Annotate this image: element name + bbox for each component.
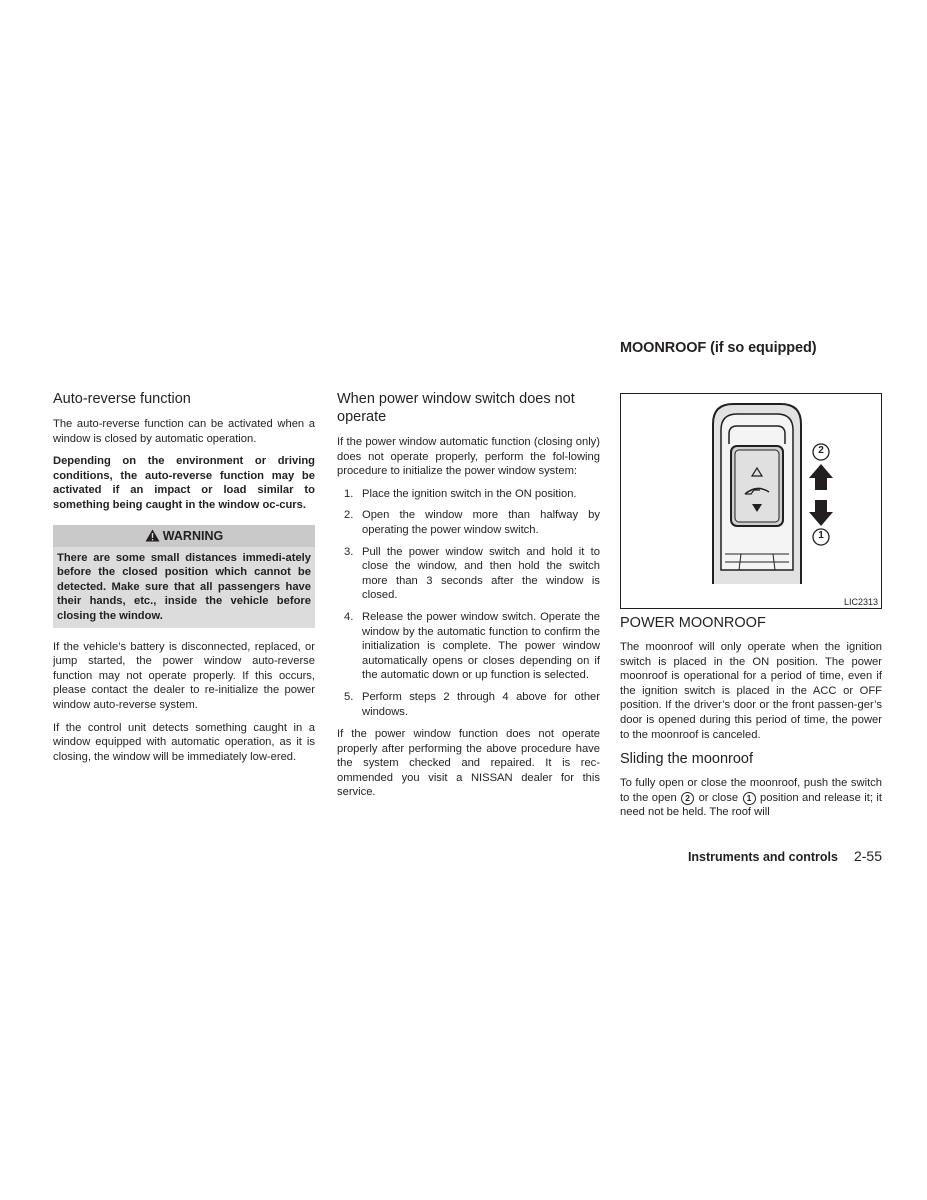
circled-number-open: 2 xyxy=(681,792,694,805)
callout-open: 2 xyxy=(818,445,824,456)
callout-close: 1 xyxy=(818,530,824,541)
moonroof-switch-figure xyxy=(620,393,882,609)
power-moonroof-para: The moonroof will only operate when the ignition switch is placed in the ON position. The power moonroof is operational for a period of time, even if the ignition switch is placed in the ACC or OFF position. If the driver’s door or the front passen-ger’s door is opened during this period of time, the power to the moonroof is canceled. xyxy=(620,641,882,741)
page-footer xyxy=(688,848,882,864)
step-item: 4. Release the power window switch. Operate the window by the automatic function to confirm the initialization is complete. The power window automatically opens or closes depending on if the automatic down or up function is selected. xyxy=(344,610,600,682)
step-item: 2. Open the window more than halfway by operating the power window switch. xyxy=(344,509,600,536)
power-moonroof-heading: POWER MOONROOF xyxy=(620,615,766,631)
page-number: 2-55 xyxy=(853,848,882,864)
sliding-moonroof-para: To fully open or close the moonroof, push the switch to the open 2 or close 1 position and release it; it need not be held. The roof will xyxy=(620,777,883,819)
auto-reverse-para: The auto-reverse function can be activated when a window is closed by automatic operation. xyxy=(53,418,315,445)
warning-text: There are some small distances immedi-ately before the closed position which cannot be detected. Make sure that all passengers have their hands, etc., inside the vehicle before closing the window. xyxy=(57,551,311,622)
column-right xyxy=(620,614,882,828)
auto-reverse-bold-para: Depending on the environment or driving conditions, the auto-reverse function may be activated if an impact or load similar to something being caught in the window oc-curs. xyxy=(53,455,315,511)
sliding-moonroof-heading: Sliding the moonroof xyxy=(620,751,753,768)
circled-number-close: 1 xyxy=(743,792,756,805)
step-item: 5. Perform steps 2 through 4 above for other windows. xyxy=(344,690,600,718)
battery-para: If the vehicle’s battery is disconnected, replaced, or jump started, the power window auto-reverse function may not operate properly. If this occurs, please contact the dealer to re-initialize the power window auto-reverse system. xyxy=(53,640,315,711)
window-switch-outro: If the power window function does not operate properly after performing the above procedure have the system checked and repaired. It is rec-ommended you visit a NISSAN dealer for this service. xyxy=(337,728,600,799)
figure-code: LIC2313 xyxy=(843,597,878,607)
warning-label: WARNING xyxy=(162,528,224,543)
column-middle xyxy=(337,390,600,808)
window-switch-heading: When power window switch does not operate xyxy=(337,391,575,425)
step-item: 1. Place the ignition switch in the ON position. xyxy=(344,487,577,500)
step-item: 3. Pull the power window switch and hold it to close the window, and then hold the switch more than 3 seconds after the window is closed. xyxy=(344,545,600,602)
control-unit-para: If the control unit detects something caught in a window equipped with automatic operation, as it is closing, the window will be immediately low-ered. xyxy=(53,721,315,763)
warning-box xyxy=(53,525,315,628)
window-switch-intro: If the power window automatic function (closing only) does not operate properly, perform the fol-lowing procedure to initialize the power window system: xyxy=(337,436,600,478)
warning-triangle-icon xyxy=(145,529,160,542)
section-header: MOONROOF (if so equipped) xyxy=(620,340,817,356)
footer-title: Instruments and controls xyxy=(687,850,838,864)
column-left xyxy=(53,390,315,772)
warning-header xyxy=(53,525,315,547)
auto-reverse-heading: Auto-reverse function xyxy=(53,391,191,407)
procedure-steps xyxy=(337,487,600,719)
moonroof-switch-illustration xyxy=(621,394,881,594)
